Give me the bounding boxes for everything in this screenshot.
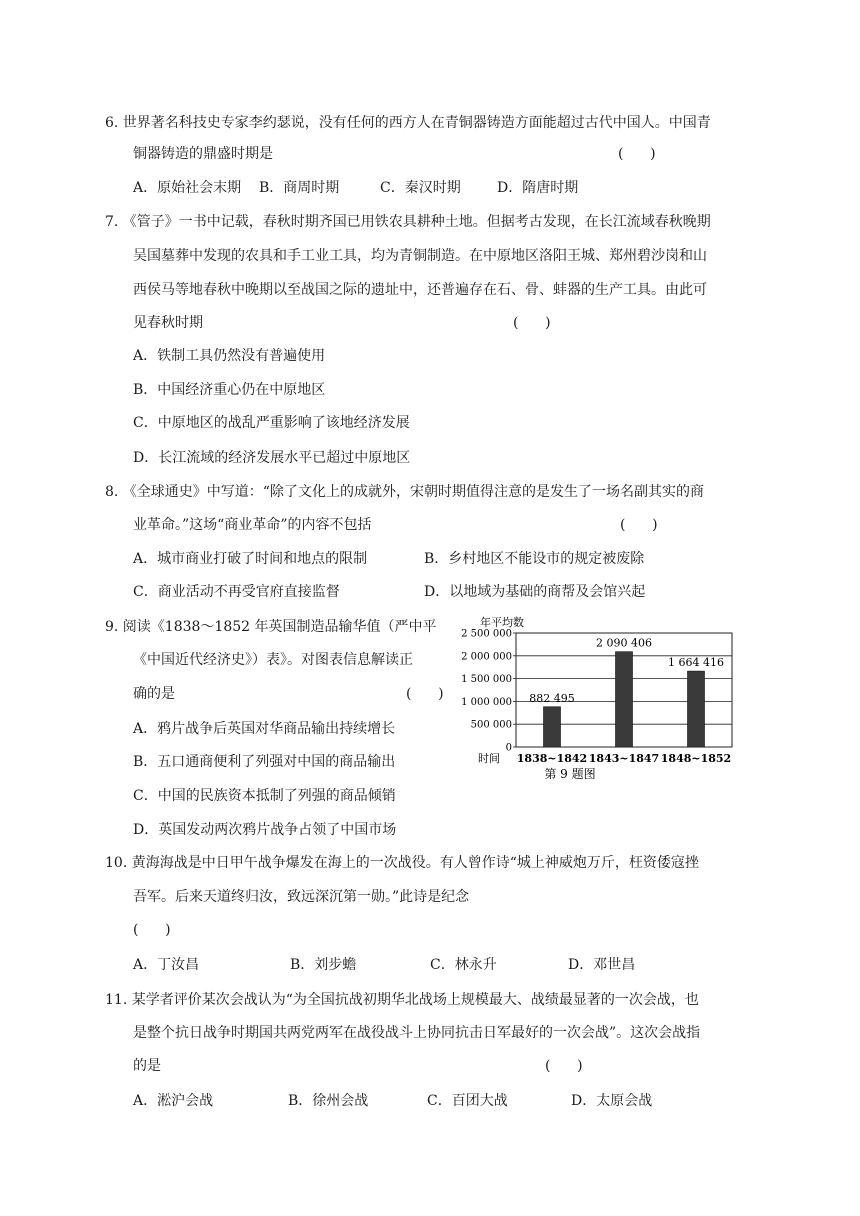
q10-option-b[interactable]: B．刘步蟾 bbox=[290, 957, 357, 973]
q11-option-d[interactable]: D．太原会战 bbox=[571, 1093, 653, 1109]
q9-option-a[interactable]: A．鸦片战争后英国对华商品输出持续增长 bbox=[133, 721, 396, 737]
q11-line-3: 的是 bbox=[133, 1058, 161, 1074]
q7-option-a[interactable]: A．铁制工具仍然没有普遍使用 bbox=[133, 348, 326, 364]
q10-option-d[interactable]: D．邓世昌 bbox=[568, 957, 636, 973]
q8-option-c[interactable]: C．商业活动不再受官府直接监督 bbox=[133, 584, 340, 600]
q6-line-2: 铜器铸造的鼎盛时期是 bbox=[133, 146, 273, 162]
q6-option-d[interactable]: D．隋唐时期 bbox=[497, 180, 579, 196]
q6-answer-paren[interactable]: ( ) bbox=[618, 146, 656, 162]
q10-line-1: 10. 黄海海战是中日甲午战争爆发在海上的一次战役。有人曾作诗“城上神威炮万斤，枉资倭寇挫 bbox=[105, 855, 699, 871]
chart-value-label: 1 664 416 bbox=[668, 656, 724, 670]
q9-option-c[interactable]: C．中国的民族资本抵制了列强的商品倾销 bbox=[133, 788, 396, 804]
q8-option-b[interactable]: B．乡村地区不能设市的规定被废除 bbox=[424, 551, 645, 567]
chart-xtick-label: 1848~1852 bbox=[660, 752, 732, 765]
q6-option-b[interactable]: B．商周时期 bbox=[259, 180, 340, 196]
q7-option-d[interactable]: D．长江流域的经济发展水平已超过中原地区 bbox=[133, 450, 411, 466]
q10-line-2: 吾军。后来天道终归汝，致远深沉第一勋。”此诗是纪念 bbox=[133, 889, 470, 905]
q9-line-3: 确的是 bbox=[133, 686, 175, 702]
q11-option-b[interactable]: B．徐州会战 bbox=[288, 1093, 369, 1109]
q7-line-3: 西侯马等地春秋中晚期以至战国之际的遗址中，还普遍存在石、骨、蚌器的生产工具。由此可 bbox=[133, 282, 707, 298]
chart-xlabel: 时间 bbox=[478, 752, 500, 765]
q7-line-4: 见春秋时期 bbox=[133, 315, 203, 331]
chart-caption: 第 9 题图 bbox=[544, 767, 596, 781]
chart-ylabel: 年平均数 bbox=[480, 616, 524, 629]
q10-option-c[interactable]: C．林永升 bbox=[430, 957, 497, 973]
q9-line-2: 《中国近代经济史》）表》。对图表信息解读正 bbox=[133, 652, 413, 668]
chart-ytick-label: 2 000 000 bbox=[461, 651, 512, 663]
chart-value-label: 882 495 bbox=[529, 691, 575, 705]
q9-bar-chart bbox=[460, 612, 740, 782]
q8-option-a[interactable]: A．城市商业打破了时间和地点的限制 bbox=[133, 551, 368, 567]
q7-line-1: 7. 《管子》一书中记载，春秋时期齐国已用铁农具耕种土地。但据考古发现，在长江流域春秋晚期 bbox=[105, 214, 711, 230]
chart-ytick-label: 1 000 000 bbox=[461, 696, 512, 708]
q8-option-d[interactable]: D．以地域为基础的商帮及会馆兴起 bbox=[424, 584, 646, 600]
chart-xtick-label: 1838~1842 bbox=[516, 752, 588, 765]
chart-ytick-label: 0 bbox=[505, 742, 512, 754]
chart-bar bbox=[688, 671, 705, 747]
q8-line-2: 业革命。”这场“商业革命”的内容不包括 bbox=[133, 517, 372, 533]
q11-answer-paren[interactable]: ( ) bbox=[545, 1058, 583, 1074]
chart-ytick-label: 500 000 bbox=[470, 719, 512, 731]
q8-answer-paren[interactable]: ( ) bbox=[620, 517, 658, 533]
chart-xtick-label: 1843~1847 bbox=[588, 752, 660, 765]
chart-bar bbox=[544, 707, 561, 747]
q6-option-a[interactable]: A．原始社会末期 bbox=[133, 180, 242, 196]
q7-option-b[interactable]: B．中国经济重心仍在中原地区 bbox=[133, 382, 326, 398]
q11-line-1: 11. 某学者评价某次会战认为“为全国抗战初期华北战场上规模最大、战绩最显著的一次会战，也 bbox=[105, 992, 699, 1008]
q9-option-b[interactable]: B．五口通商便利了列强对中国的商品输出 bbox=[133, 754, 396, 770]
q9-option-d[interactable]: D．英国发动两次鸦片战争占领了中国市场 bbox=[133, 822, 397, 838]
chart-ytick-label: 1 500 000 bbox=[461, 674, 512, 686]
q11-option-c[interactable]: C．百团大战 bbox=[427, 1093, 508, 1109]
q10-option-a[interactable]: A．丁汝昌 bbox=[133, 957, 200, 973]
chart-ytick-label: 2 500 000 bbox=[461, 628, 512, 640]
q7-option-c[interactable]: C．中原地区的战乱严重影响了该地经济发展 bbox=[133, 415, 410, 431]
q11-option-a[interactable]: A．淞沪会战 bbox=[133, 1093, 214, 1109]
q6-option-c[interactable]: C．秦汉时期 bbox=[380, 180, 461, 196]
chart-value-label: 2 090 406 bbox=[596, 636, 652, 650]
q9-line-1: 9. 阅读《1838～1852 年英国制造品输华值（严中平 bbox=[105, 619, 437, 635]
q7-line-2: 吴国墓葬中发现的农具和手工业工具，均为青铜制造。在中原地区洛阳王城、郑州碧沙岗和山 bbox=[133, 248, 707, 264]
q8-line-1: 8. 《全球通史》中写道：“除了文化上的成就外，宋朝时期值得注意的是发生了一场名副其实的商 bbox=[105, 484, 704, 500]
q6-line-1: 6. 世界著名科技史专家李约瑟说，没有任何的西方人在青铜器铸造方面能超过古代中国人。中国青 bbox=[105, 115, 711, 131]
q11-line-2: 是整个抗日战争时期国共两党两军在战役战斗上协同抗击日军最好的一次会战”。这次会战指 bbox=[133, 1025, 701, 1041]
q9-answer-paren[interactable]: ( ) bbox=[406, 686, 444, 702]
q10-answer-paren[interactable]: ( ) bbox=[133, 922, 171, 938]
q7-answer-paren[interactable]: ( ) bbox=[513, 315, 551, 331]
chart-bar bbox=[616, 652, 633, 747]
